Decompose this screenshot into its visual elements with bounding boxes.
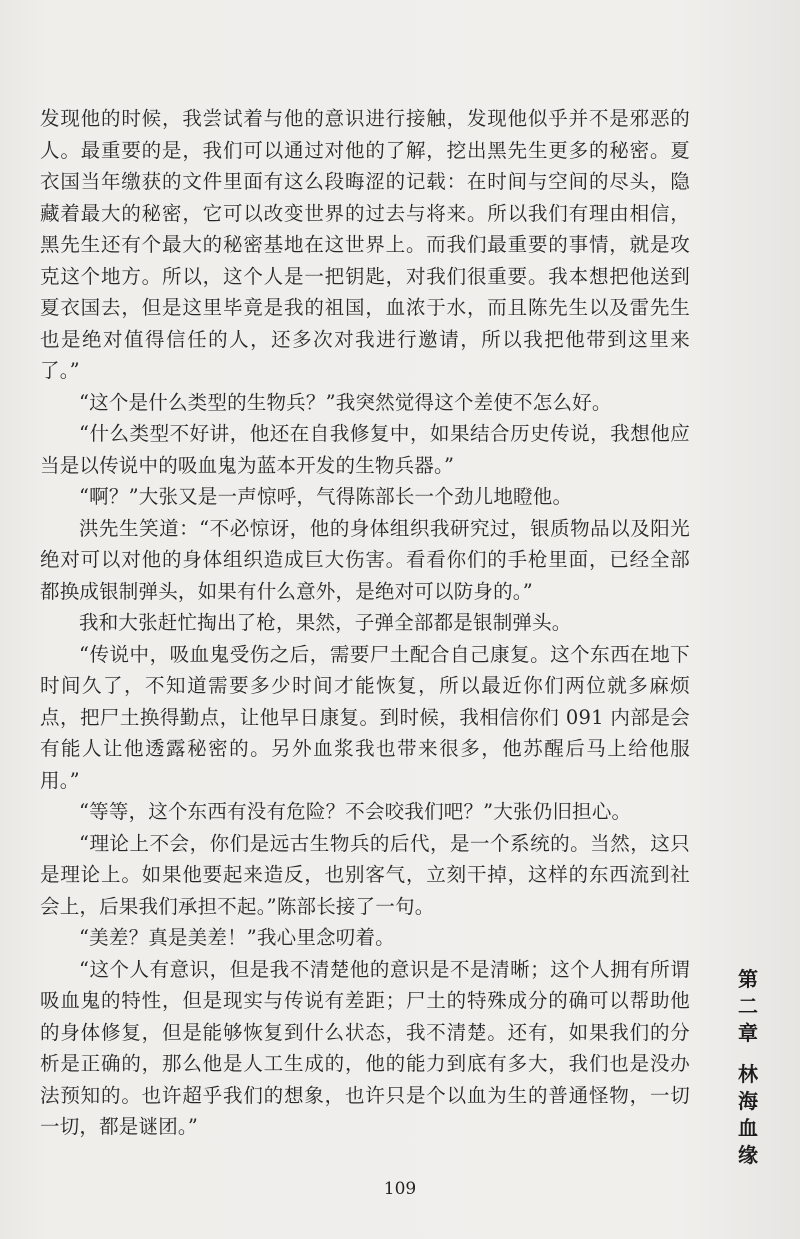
- chapter-title-separator: [733, 1047, 763, 1061]
- bleed-through-shadow: [734, 70, 770, 190]
- paragraph: “这个是什么类型的生物兵？”我突然觉得这个差使不怎么好。: [79, 390, 612, 414]
- paragraph: “这个人有意识，但是我不清楚他的意识是不是清晰；这个人拥有所谓吸血鬼的特性，但是现实与传说有差距；尸土的特殊成分的确可以帮助他的身体修复，但是能够恢复到什么状态，我不清楚。还有，如果我们的分析是正确的，那么他是人工生成的，他的能力到底有多大，我们也是没办法预知的。也许超乎我们的想象，也许只是个以血为生的普通怪物，一切一切，都是谜团。”: [40, 957, 690, 1138]
- chapter-number-char: 第: [738, 967, 758, 991]
- chapter-title-char: 血: [738, 1116, 758, 1140]
- paragraph: “传说中，吸血鬼受伤之后，需要尸土配合自己康复。这个东西在地下时间久了，不知道需要多少时间才能恢复，所以最近你们两位就多麻烦点，把尸土换得勤点，让他早日康复。到时候，我相信你们 091 内部是会有能人让他透露秘密的。另外血浆我也带来很多，他苏醒后马上给他服用。”: [40, 642, 690, 792]
- chapter-title-char: 林: [738, 1062, 758, 1086]
- body-text: [40, 103, 690, 1143]
- chapter-number-char: 章: [738, 1021, 758, 1045]
- chapter-title-char: 海: [738, 1089, 758, 1113]
- chapter-title-char: 缘: [738, 1143, 758, 1167]
- paragraph: 我和大张赶忙掏出了枪，果然，子弹全部都是银制弹头。: [79, 611, 572, 634]
- paragraph: “啊？”大张又是一声惊呼，气得陈部长一个劲儿地瞪他。: [79, 485, 573, 508]
- chapter-number-char: 二: [738, 994, 758, 1018]
- page-number: 109: [383, 1179, 417, 1199]
- paragraph: “美差？真是美差！”我心里念叨着。: [79, 926, 395, 949]
- chapter-side-title: [733, 966, 763, 1169]
- paragraph: “什么类型不好讲，他还在自我修复中，如果结合历史传说，我想他应当是以传说中的吸血鬼为蓝本开发的生物兵器。”: [40, 422, 690, 477]
- paragraph: “等等，这个东西有没有危险？不会咬我们吧？”大张仍旧担心。: [79, 800, 632, 823]
- paragraph: 洪先生笑道：“不必惊讶，他的身体组织我研究过，银质物品以及阳光绝对可以对他的身体组织造成巨大伤害。看看你们的手枪里面，已经全部都换成银制弹头，如果有什么意外，是绝对可以防身的。”: [40, 516, 690, 603]
- paragraph: “理论上不会，你们是远古生物兵的后代，是一个系统的。当然，这只是理论上。如果他要起来造反，也别客气，立刻干掉，这样的东西流到社会上，后果我们承担不起。”陈部长接了一句。: [40, 831, 690, 918]
- paragraph: 发现他的时候，我尝试着与他的意识进行接触，发现他似乎并不是邪恶的人。最重要的是，我们可以通过对他的了解，挖出黑先生更多的秘密。夏衣国当年缴获的文件里面有这么段晦涩的记载：在时间与空间的尽头，隐藏着最大的秘密，它可以改变世界的过去与将来。所以我们有理由相信，黑先生还有个最大的秘密基地在这世界上。而我们最重要的事情，就是攻克这个地方。所以，这个人是一把钥匙，对我们很重要。我本想把他送到夏衣国去，但是这里毕竟是我的祖国，血浓于水，而且陈先生以及雷先生也是绝对值得信任的人，还多次对我进行邀请，所以我把他带到这里来了。”: [40, 107, 690, 382]
